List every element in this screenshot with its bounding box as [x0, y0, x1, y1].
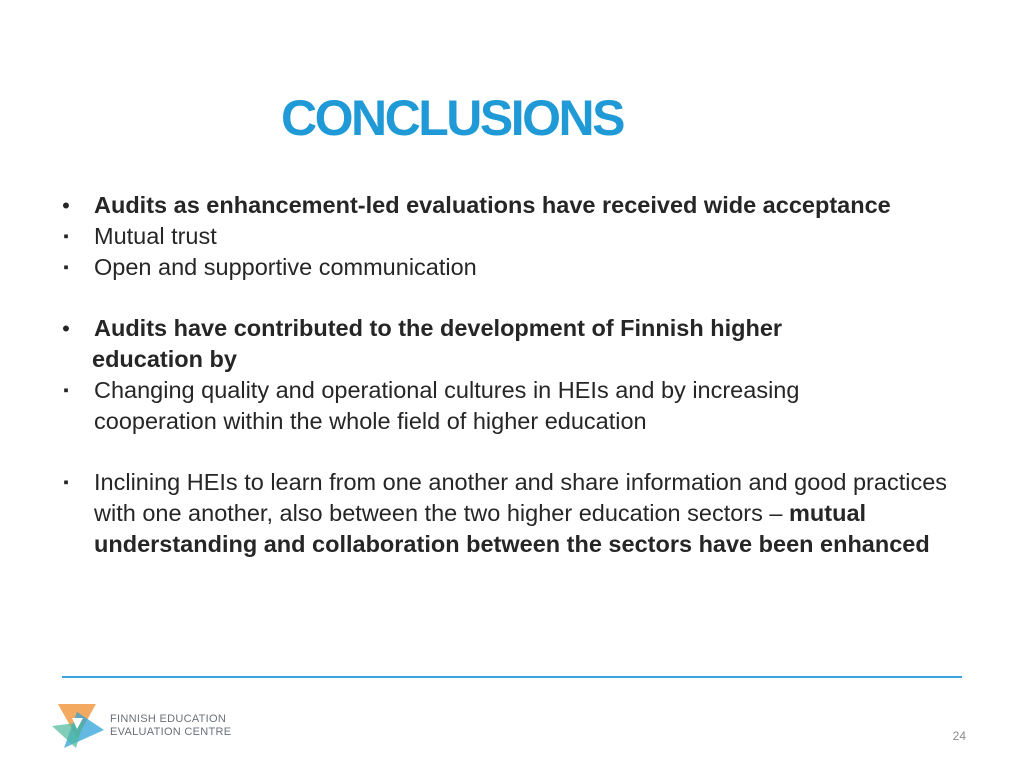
bullet-text-line-1: Audits have contributed to the development of Finnish higher — [94, 315, 783, 341]
sub-bullet-marker: ▪ — [63, 474, 69, 491]
sub-bullet-marker: ▪ — [63, 228, 69, 245]
sub-bullet-text: Open and supportive communication — [94, 254, 477, 280]
organization-logo-icon — [50, 702, 106, 750]
page-number: 24 — [952, 729, 966, 743]
sub-bullet-text: Mutual trust — [94, 223, 217, 249]
sub-bullet-text — [94, 467, 974, 560]
sub-bullet-text: Changing quality and operational cultures in HEIs and by increasing cooperation within the whole field of higher education — [94, 377, 800, 434]
sub-bullet-text-regular: Inclining HEIs to learn from one another and share information and good practices with one another, also between the two higher education sectors – — [94, 469, 948, 526]
bullet-dot: • — [62, 193, 70, 218]
bullet-text: Audits as enhancement-led evaluations have received wide acceptance — [94, 192, 891, 218]
slide-title: CONCLUSIONS — [281, 90, 623, 146]
bullet-dot: • — [62, 316, 70, 341]
organization-name-line-1: FINNISH EDUCATION — [110, 713, 227, 725]
sub-bullet-marker: ▪ — [63, 259, 69, 276]
bullet-text-line-2: education by — [92, 346, 237, 372]
organization-name — [110, 713, 231, 739]
footer-divider — [62, 676, 962, 678]
sub-bullet-text-bold: mutual understanding and collaboration between the sectors have been enhanced — [94, 500, 930, 557]
organization-name-line-2: EVALUATION CENTRE — [110, 726, 232, 738]
sub-bullet-marker: ▪ — [63, 382, 69, 399]
